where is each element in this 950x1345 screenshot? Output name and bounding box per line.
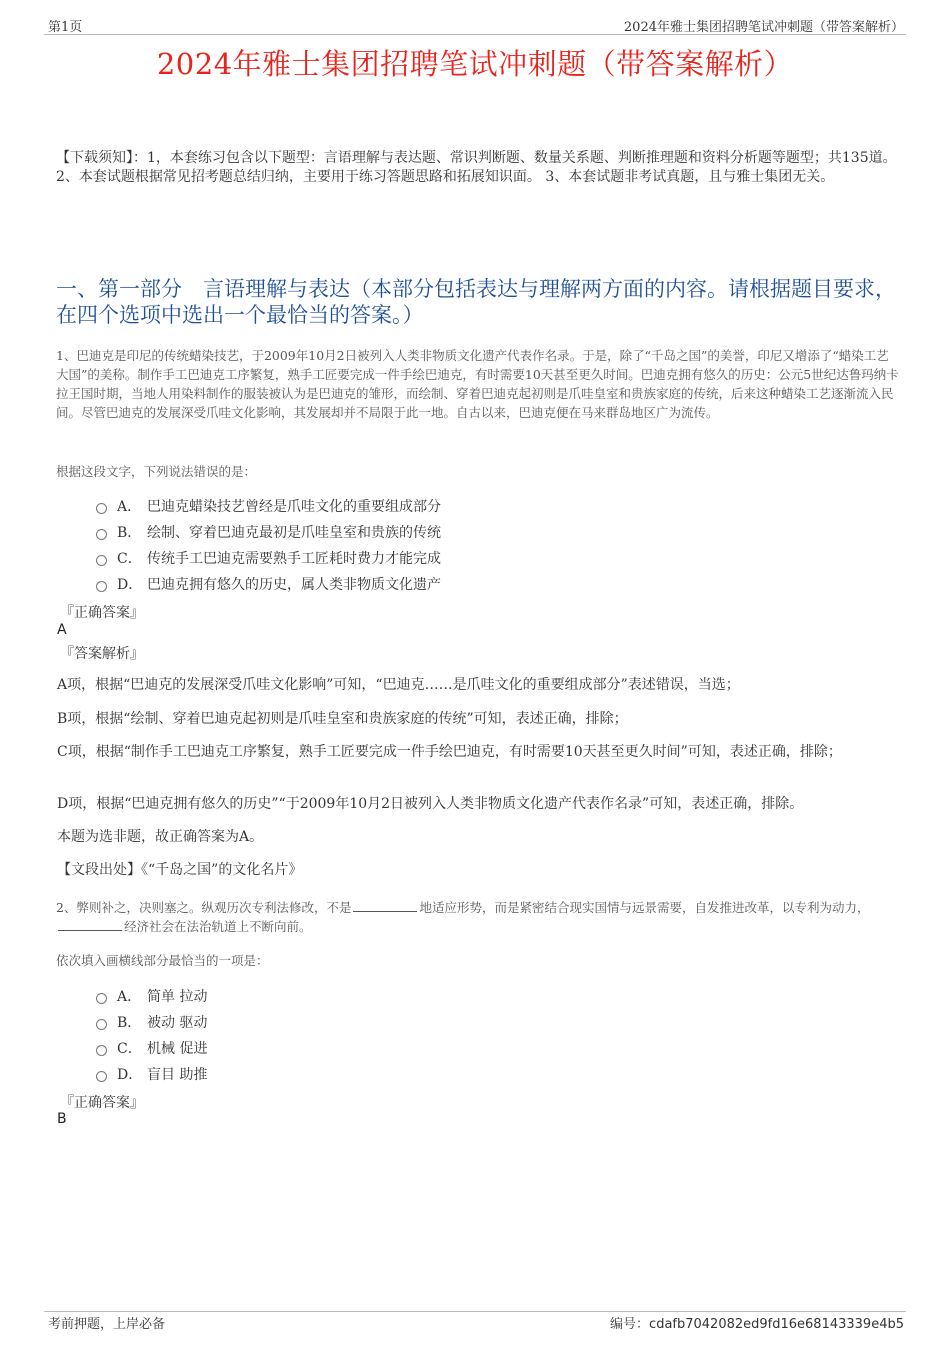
option-letter: C． — [117, 1041, 142, 1057]
radio-button[interactable] — [96, 1045, 107, 1056]
correct-answer: B — [57, 1111, 67, 1127]
page-header — [44, 14, 906, 35]
source-note: 【文段出处】《“千岛之国”的文化名片》 — [57, 862, 303, 878]
fill-blank — [353, 899, 417, 912]
radio-button[interactable] — [96, 581, 107, 592]
option-b[interactable] — [96, 519, 796, 545]
option-letter: D． — [117, 1067, 143, 1083]
analysis-line: 本题为选非题，故正确答案为A。 — [57, 829, 264, 845]
option-text: 机械 促进 — [147, 1041, 208, 1057]
footer-divider — [44, 1311, 906, 1312]
correct-answer-label: 『正确答案』 — [60, 605, 144, 621]
option-text: 传统手工巴迪克需要熟手工匠耗时费力才能完成 — [147, 551, 441, 567]
page-number: 第1页 — [48, 20, 83, 35]
question-2-text-part: 经济社会在法治轨道上不断向前。 — [124, 919, 312, 934]
option-letter: A． — [117, 499, 142, 515]
option-b[interactable] — [96, 1009, 796, 1035]
option-letter: B． — [117, 1015, 142, 1031]
footer-code — [610, 1313, 904, 1332]
question-2-text-part: 地适应形势，而是紧密结合现实国情与远景需要，自发推进改革，以专利为动力， — [419, 900, 870, 915]
option-text: 盲目 助推 — [147, 1067, 208, 1083]
question-2-prompt: 依次填入画横线部分最恰当的一项是： — [56, 953, 269, 968]
question-2-options — [96, 983, 796, 1087]
option-text: 绘制、穿着巴迪克最初是爪哇皇室和贵族的传统 — [147, 525, 441, 541]
option-letter: B． — [117, 525, 142, 541]
radio-button[interactable] — [96, 1019, 107, 1030]
option-c[interactable] — [96, 545, 796, 571]
radio-button[interactable] — [96, 1071, 107, 1082]
question-1-prompt: 根据这段文字，下列说法错误的是： — [56, 464, 257, 479]
analysis-line: A项，根据“巴迪克的发展深受爪哇文化影响”可知，“巴迪克……是爪哇文化的重要组成部分”表述错误，当选； — [57, 677, 740, 693]
question-2-text-part: 2、弊则补之，决则塞之。纵观历次专利法修改，不是 — [56, 900, 352, 915]
option-d[interactable] — [96, 571, 796, 597]
option-text: 巴迪克蜡染技艺曾经是爪哇文化的重要组成部分 — [147, 499, 441, 515]
analysis-line: B项，根据“绘制、穿着巴迪克起初则是爪哇皇室和贵族家庭的传统”可知，表述正确，排除； — [57, 711, 628, 727]
option-a[interactable] — [96, 493, 796, 519]
radio-button[interactable] — [96, 503, 107, 514]
analysis-label: 『答案解析』 — [60, 646, 144, 662]
fill-blank — [58, 918, 122, 931]
radio-button[interactable] — [96, 555, 107, 566]
question-1-text: 1、巴迪克是印尼的传统蜡染技艺，于2009年10月2日被列入人类非物质文化遗产代表作名录。于是，除了“千岛之国”的美誉，印尼又增添了“蜡染工艺大国”的美称。制作手工巴迪克工序繁复，熟手工匠要完成一件手绘巴迪克，有时需要10天甚至更久时间。巴迪克拥有悠久的历史：公元5世纪达鲁玛纳卡拉王国时期，当地人用染料制作的服装被认为是巴迪克的雏形，而绘制、穿着巴迪克起初则是爪哇皇室和贵族家庭的传统，后来这种蜡染工艺逐渐流入民间。尽管巴迪克的发展深受爪哇文化影响，其发展却并不局限于此一地。自古以来，巴迪克便在马来群岛地区广为流传。 — [56, 348, 899, 420]
footer-code-label: 编号： — [610, 1317, 650, 1332]
analysis-line: D项，根据“巴迪克拥有悠久的历史”“于2009年10月2日被列入人类非物质文化遗产代表作名录”可知，表述正确，排除。 — [57, 796, 804, 812]
header-doc-title: 2024年雅士集团招聘笔试冲刺题（带答案解析） — [623, 20, 904, 35]
question-1-options — [96, 493, 796, 597]
document-title: 2024年雅士集团招聘笔试冲刺题（带答案解析） — [156, 47, 794, 81]
section-heading: 一、第一部分 言语理解与表达（本部分包括表达与理解两方面的内容。请根据题目要求，在四个选项中选出一个最恰当的答案。） — [56, 277, 896, 327]
option-letter: C． — [117, 551, 142, 567]
question-2-text — [56, 898, 901, 936]
option-letter: A． — [117, 989, 142, 1005]
radio-button[interactable] — [96, 993, 107, 1004]
footer-code-value: cdafb7042082ed9fd16e68143339e4b5 — [649, 1317, 904, 1332]
option-text: 简单 拉动 — [147, 989, 208, 1005]
download-notice: 【下载须知】：1，本套练习包含以下题型：言语理解与表达题、常识判断题、数量关系题、判断推理题和资料分析题等题型；共135道。 2、本套试题根据常见招考题总结归纳，主要用于练习答题思路和拓展知识面。 3、本套试题非考试真题，且与雅士集团无关。 — [56, 150, 897, 185]
option-d[interactable] — [96, 1061, 796, 1087]
radio-button[interactable] — [96, 529, 107, 540]
option-text: 被动 驱动 — [147, 1015, 208, 1031]
correct-answer: A — [57, 622, 67, 638]
option-letter: D． — [117, 577, 143, 593]
option-c[interactable] — [96, 1035, 796, 1061]
analysis-line: C项，根据“制作手工巴迪克工序繁复，熟手工匠要完成一件手绘巴迪克，有时需要10天甚至更久时间”可知，表述正确，排除； — [57, 744, 842, 760]
correct-answer-label: 『正确答案』 — [60, 1095, 144, 1111]
option-a[interactable] — [96, 983, 796, 1009]
option-text: 巴迪克拥有悠久的历史，属人类非物质文化遗产 — [147, 577, 441, 593]
footer-slogan: 考前押题，上岸必备 — [48, 1317, 166, 1332]
